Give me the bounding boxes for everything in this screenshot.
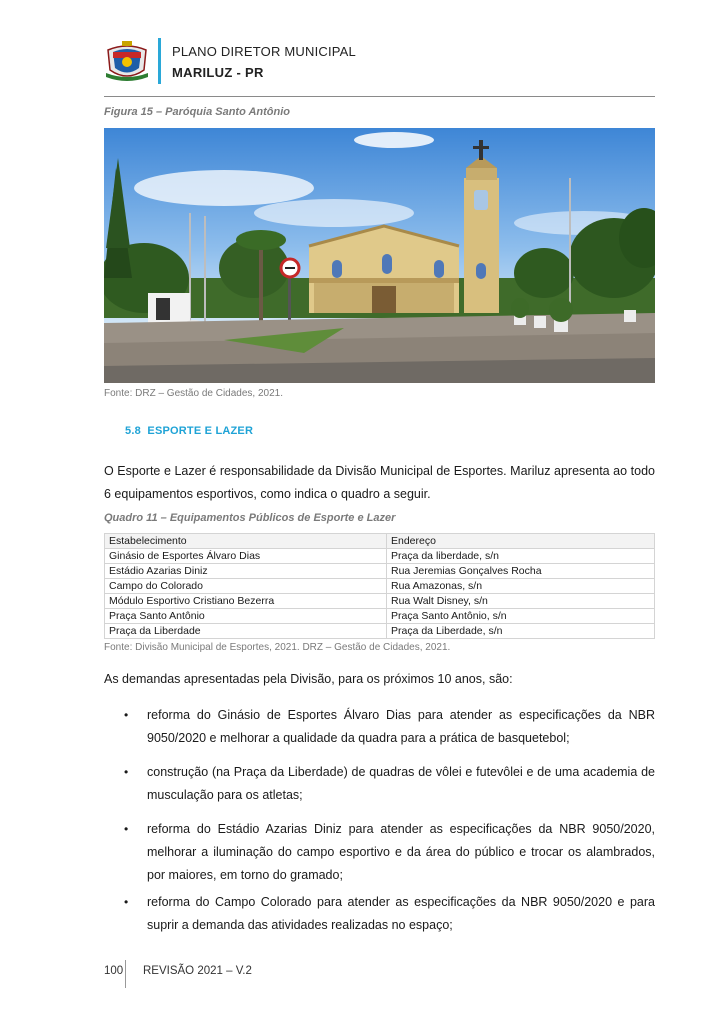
table-header-cell: Estabelecimento xyxy=(105,534,387,549)
section-title: ESPORTE E LAZER xyxy=(147,425,254,437)
table-cell: Praça da Liberdade xyxy=(105,624,387,639)
demands-intro: As demandas apresentadas pela Divisão, para os próximos 10 anos, são: xyxy=(104,672,513,686)
sports-facilities-table xyxy=(104,533,655,639)
table-cell: Praça da Liberdade, s/n xyxy=(387,624,655,639)
header-divider xyxy=(104,96,655,97)
table-cell: Rua Amazonas, s/n xyxy=(387,579,655,594)
header-accent-bar xyxy=(158,38,161,84)
table-header-cell: Endereço xyxy=(387,534,655,549)
bullet-marker: • xyxy=(124,895,129,909)
table-cell: Campo do Colorado xyxy=(105,579,387,594)
bullet-marker: • xyxy=(124,765,129,779)
table-source: Fonte: Divisão Municipal de Esportes, 2021. DRZ – Gestão de Cidades, 2021. xyxy=(104,642,451,653)
church-photo xyxy=(104,128,655,383)
table-row xyxy=(105,564,655,579)
intro-paragraph: O Esporte e Lazer é responsabilidade da Divisão Municipal de Esportes. Mariluz apresenta ao todo 6 equipamentos esportivos, como indica o quadro a seguir. xyxy=(104,464,655,501)
table-cell: Módulo Esportivo Cristiano Bezerra xyxy=(105,594,387,609)
figure-caption: Figura 15 – Paróquia Santo Antônio xyxy=(104,106,291,118)
bullet-marker: • xyxy=(124,708,129,722)
table-row xyxy=(105,549,655,564)
table-cell: Praça Santo Antônio xyxy=(105,609,387,624)
table-caption: Quadro 11 – Equipamentos Públicos de Esporte e Lazer xyxy=(104,512,396,524)
table-row xyxy=(105,609,655,624)
municipality-name: MARILUZ - PR xyxy=(172,65,264,80)
table-cell: Ginásio de Esportes Álvaro Dias xyxy=(105,549,387,564)
table-row xyxy=(105,594,655,609)
section-number: 5.8 xyxy=(125,425,141,437)
table-cell: Rua Walt Disney, s/n xyxy=(387,594,655,609)
table-row xyxy=(105,624,655,639)
document-title: PLANO DIRETOR MUNICIPAL xyxy=(172,44,356,59)
table-cell: Praça da liberdade, s/n xyxy=(387,549,655,564)
figure-source: Fonte: DRZ – Gestão de Cidades, 2021. xyxy=(104,388,283,399)
list-item: reforma do Campo Colorado para atender as especificações da NBR 9050/2020 e para suprir a demanda das atividades realizadas no espaço; xyxy=(147,895,655,932)
footer-divider xyxy=(125,960,126,988)
municipal-crest-icon xyxy=(104,40,150,82)
table-cell: Rua Jeremias Gonçalves Rocha xyxy=(387,564,655,579)
table-header-row xyxy=(105,534,655,549)
list-item: reforma do Estádio Azarias Diniz para atender as especificações da NBR 9050/2020, melhorar a iluminação do campo esportivo e da área do público e trocar os alambrados, por maiores, em torno do gramado; xyxy=(147,822,655,882)
page-number: 100 xyxy=(104,965,124,977)
bullet-marker: • xyxy=(124,822,129,836)
table-row xyxy=(105,579,655,594)
list-item: reforma do Ginásio de Esportes Álvaro Dias para atender as especificações da NBR 9050/2020 e melhorar a qualidade da quadra para a prática de basquetebol; xyxy=(147,708,655,745)
section-heading xyxy=(125,425,253,437)
revision-label: REVISÃO 2021 – V.2 xyxy=(143,965,252,977)
table-cell: Estádio Azarias Diniz xyxy=(105,564,387,579)
list-item: construção (na Praça da Liberdade) de quadras de vôlei e futevôlei e de uma academia de musculação para os atletas; xyxy=(147,765,655,802)
table-cell: Praça Santo Antônio, s/n xyxy=(387,609,655,624)
